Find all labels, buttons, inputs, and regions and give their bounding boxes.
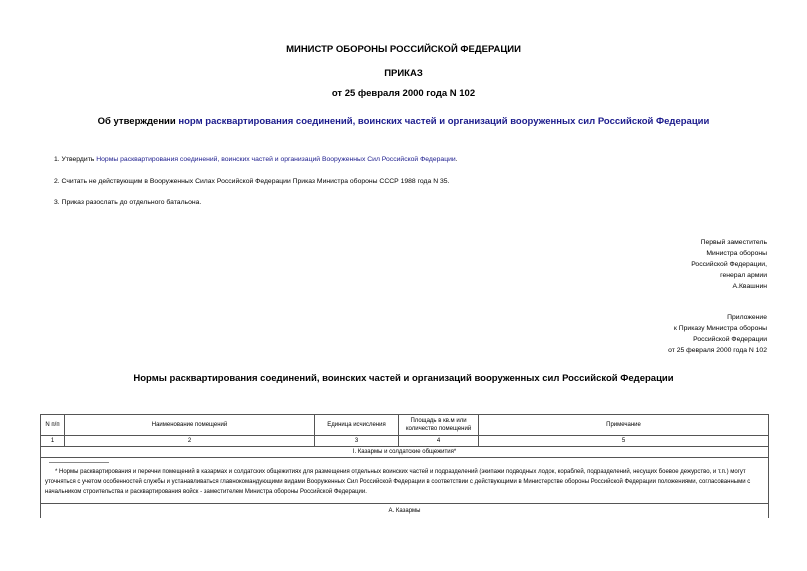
subsection-title-cell: А. Казармы [41,504,769,519]
subsection-title-row [41,504,769,519]
column-number-cell: 1 [41,436,65,447]
table-header-row [41,415,769,436]
paragraph-1-prefix: 1. Утвердить [54,156,97,163]
footnote-separator [45,462,762,463]
document-title-prefix: Об утверждении [97,116,179,127]
norms-table [40,414,769,518]
signature-line-1: Первый заместитель [700,239,767,246]
header-cell-area: Площадь в кв.м или количество помещений [399,415,479,436]
order-date-heading: от 25 февраля 2000 года N 102 [331,88,476,99]
signature-line-2: Министра обороны [706,250,767,257]
appendix-line-3: Российской Федерации [693,336,767,343]
section-title-row [41,447,769,458]
signature-line-4: генерал армии [720,272,767,279]
footnote-cell [41,458,769,504]
appendix-block [668,312,767,356]
norms-link[interactable]: Нормы расквартирования соединений, воинских частей и организаций Вооруженных Сил Российской Федерации [96,156,456,163]
column-number-cell: 2 [65,436,315,447]
paragraph-1-suffix: . [455,156,458,163]
signature-block [691,237,767,292]
header-cell-unit: Единица исчисления [315,415,399,436]
document-title [0,116,807,127]
paragraph-3: 3. Приказ разослать до отдельного батальона. [54,199,202,206]
signature-line-5: А.Квашнин [732,283,767,290]
paragraph-2: 2. Считать не действующим в Вооруженных Силах Российской Федерации Приказ Министра обороны СССР 1988 года N 35. [54,178,450,185]
norms-title: Нормы расквартирования соединений, воинских частей и организаций вооруженных сил Российской Федерации [133,373,674,384]
footnote-row [41,458,769,504]
column-number-row [41,436,769,447]
ministry-heading: МИНИСТР ОБОРОНЫ РОССИЙСКОЙ ФЕДЕРАЦИИ [286,44,521,55]
header-cell-note: Примечание [479,415,769,436]
appendix-line-4: от 25 февраля 2000 года N 102 [668,347,767,354]
column-number-cell: 5 [479,436,769,447]
footnote-text: * Нормы расквартирования и перечни помещений в казармах и солдатских общежитиях для размещения отдельных воинских частей и подразделений (экипажи подводных лодок, кораблей, подразделений, несущих боевое дежурство, и т.п.) могут уточняться с учетом особенностей службы и устанавливаться главнокомандующими видами Вооруженных Сил Российской Федерации в соответствии с действующими в Министерстве обороны Российской Федерации положениями, согласованными с начальником строительства и расквартирования войск - заместителем Министра обороны Российской Федерации. [45,469,751,495]
order-type-heading: ПРИКАЗ [384,68,423,79]
signature-line-3: Российской Федерации, [691,261,767,268]
appendix-line-2: к Приказу Министра обороны [673,325,767,332]
paragraph-1 [54,156,458,163]
column-number-cell: 4 [399,436,479,447]
header-cell-room-name: Наименование помещений [65,415,315,436]
section-title-cell: I. Казармы и солдатские общежития* [41,447,769,458]
appendix-line-1: Приложение [727,314,767,321]
header-cell-number: N п/п [41,415,65,436]
column-number-cell: 3 [315,436,399,447]
document-title-link[interactable]: норм расквартирования соединений, воинских частей и организаций вооруженных сил Российской Федерации [178,116,710,127]
